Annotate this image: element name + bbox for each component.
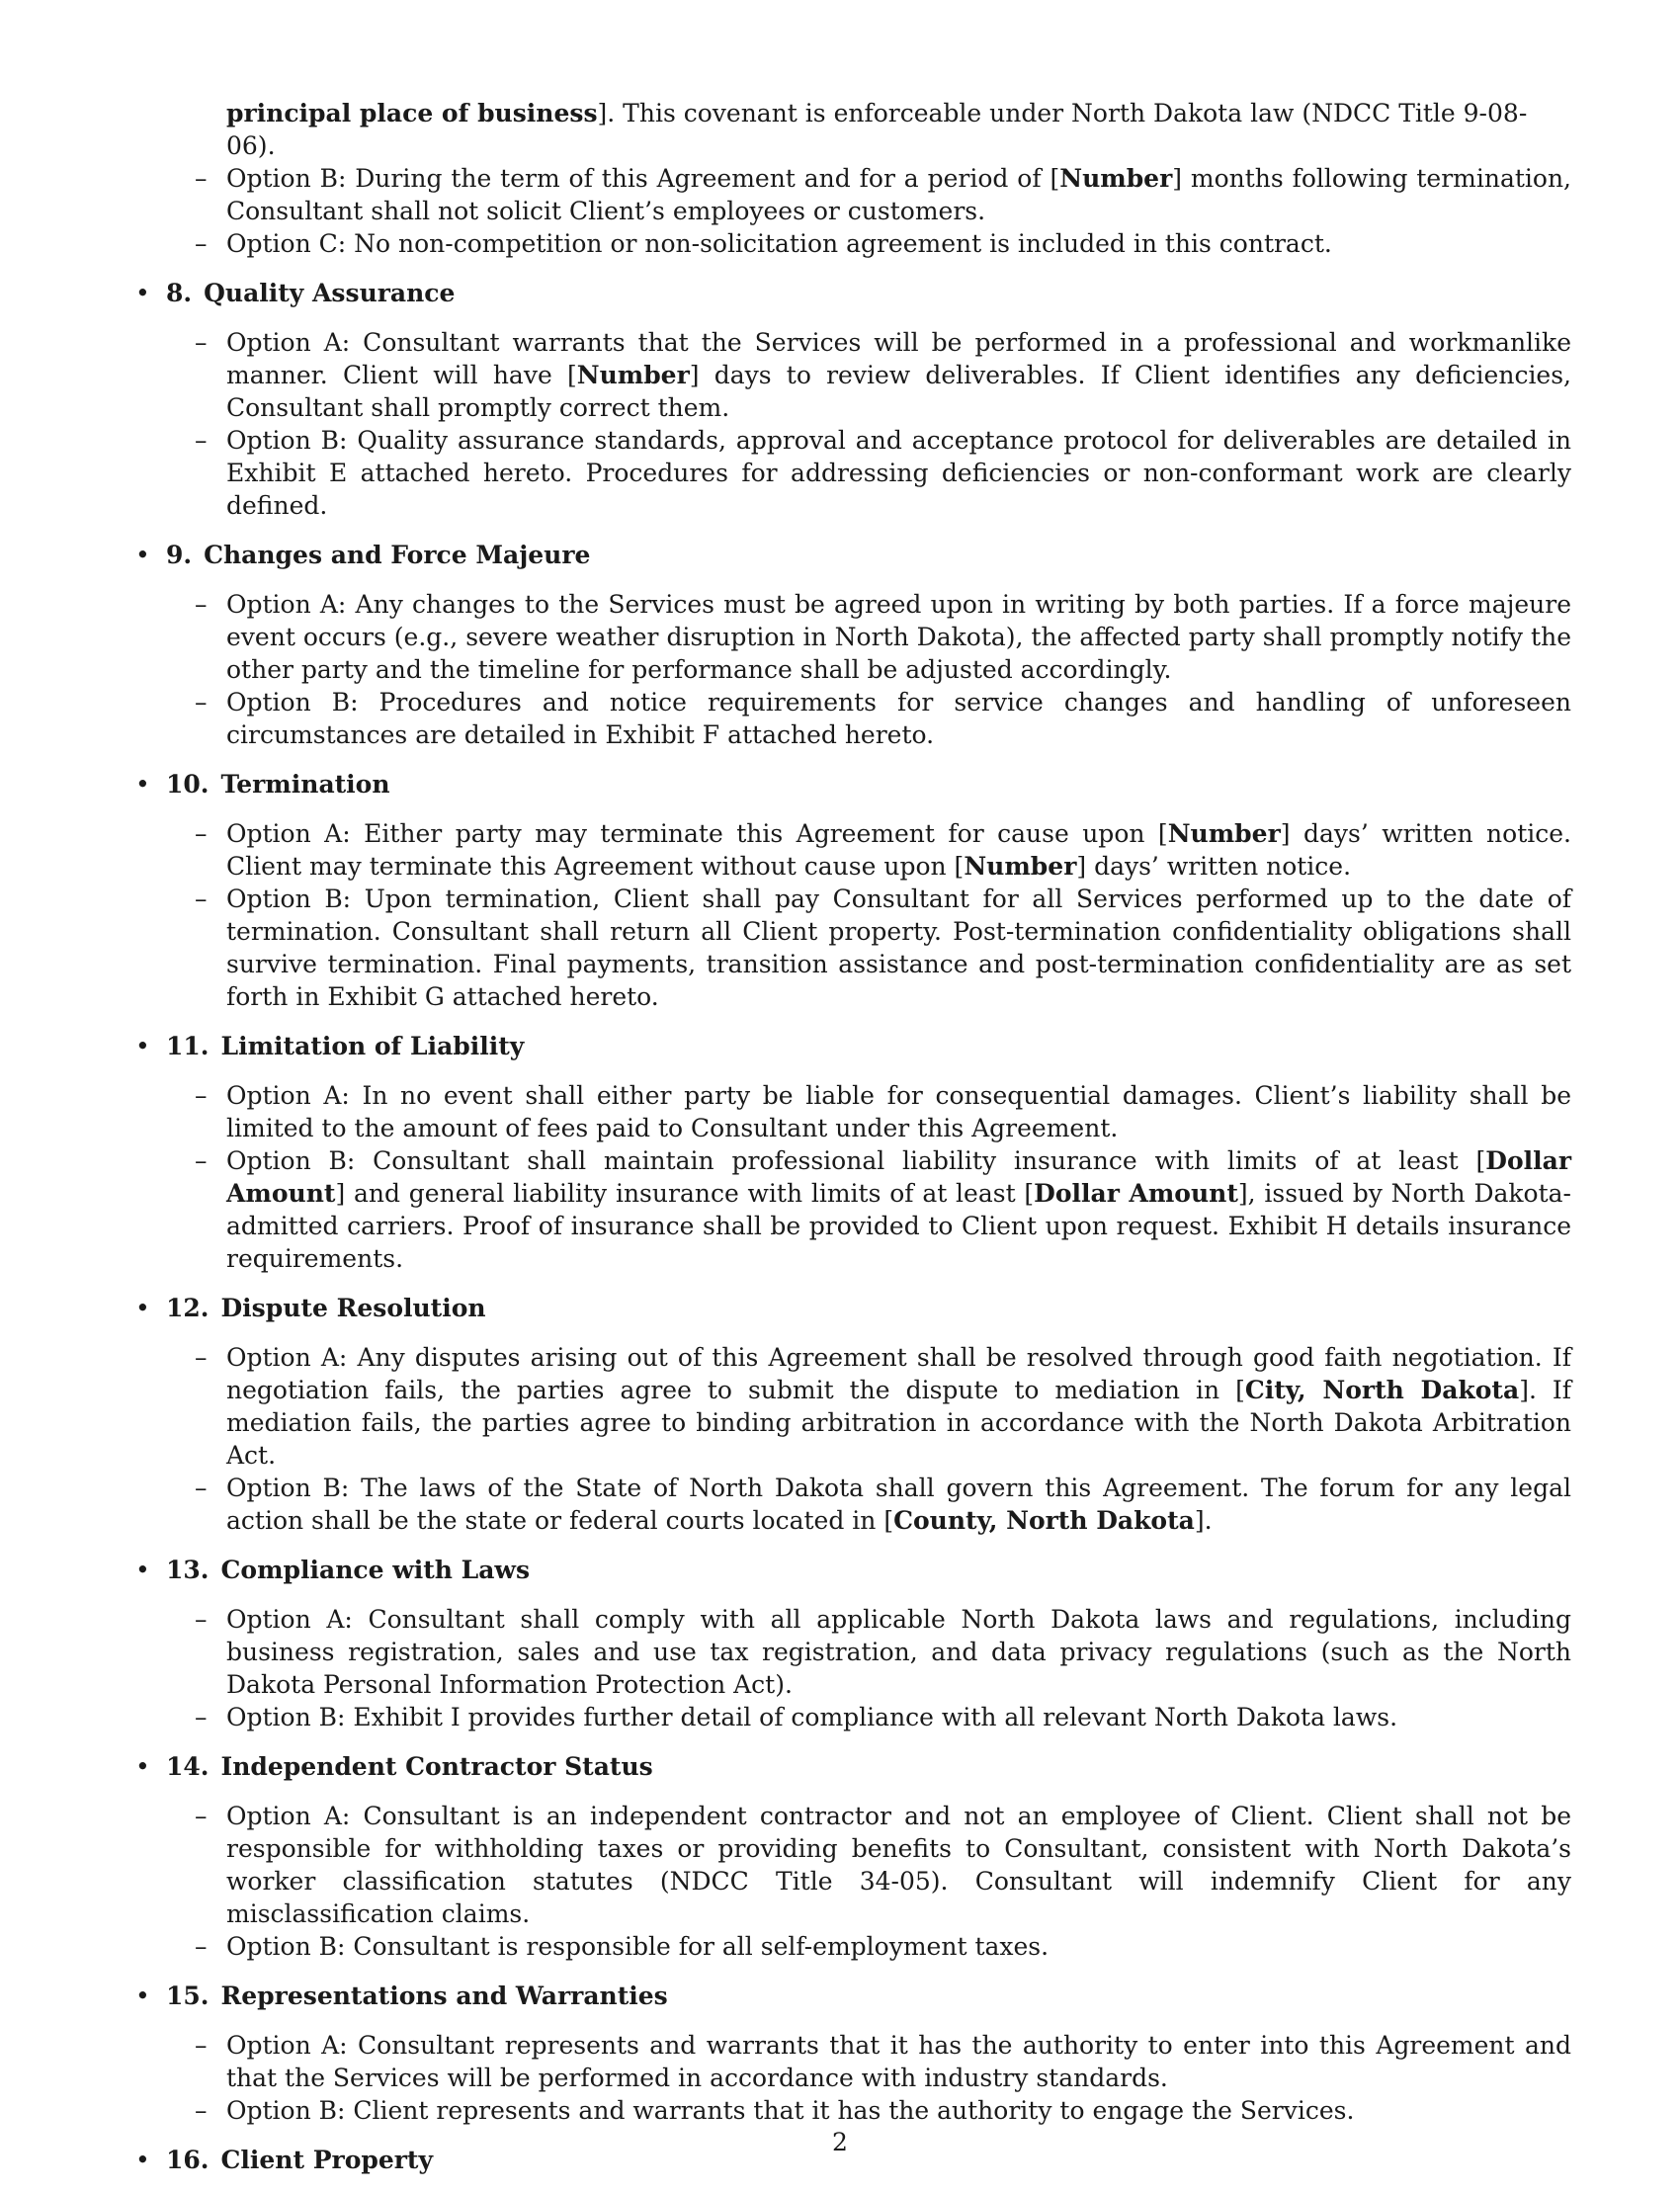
options-list — [133, 588, 1571, 751]
continued-bold-text: principal place of business — [226, 99, 598, 127]
section-number: 16. — [166, 2146, 210, 2174]
section — [133, 768, 1571, 1013]
option-item: – Option A: Any changes to the Services must be agreed upon in writing by both parties. If a force majeure event occurs (e.g., severe weather disruption in North Dakota), the affected party shall promptly notify the other party and the timeline for performance shall be adjusted accordingly. — [133, 588, 1571, 686]
section-heading — [133, 768, 1571, 801]
section-title: Limitation of Liability — [220, 1032, 525, 1060]
option-item: – Option B: During the term of this Agreement and for a period of [Number] months following termination, Consultant shall not solicit Client’s employees or customers. — [133, 162, 1571, 227]
section-number: 15. — [166, 1982, 210, 2010]
section — [133, 1030, 1571, 1275]
option-item: – Option B: Client represents and warrants that it has the authority to engage the Services. — [133, 2094, 1571, 2127]
section-title: Changes and Force Majeure — [204, 541, 591, 569]
continued-text: ]. This covenant is enforceable under North Dakota law (NDCC Title 9-08-06). — [226, 99, 1528, 160]
option-item: – Option A: Consultant shall comply with all applicable North Dakota laws and regulations, including business registration, sales and use tax registration, and data privacy regulations (such as the North Dakota Personal Information Protection Act). — [133, 1603, 1571, 1701]
section-heading — [133, 539, 1571, 571]
section-title: Representations and Warranties — [220, 1982, 668, 2010]
section-number: 13. — [166, 1556, 210, 1584]
sections-list — [133, 277, 1571, 2176]
options-list — [133, 1603, 1571, 1733]
option-item: – Option A: Either party may terminate this Agreement for cause upon [Number] days’ written notice. Client may terminate this Agreement without cause upon [Number] days’ written notice. — [133, 817, 1571, 883]
continued-paragraph — [226, 97, 1571, 162]
document-body — [133, 97, 1571, 2193]
option-item: – Option A: Consultant represents and warrants that it has the authority to enter into this Agreement and that the Services will be performed in accordance with industry standards. — [133, 2029, 1571, 2094]
section-heading — [133, 1750, 1571, 1783]
options-list — [133, 817, 1571, 1013]
section-heading — [133, 277, 1571, 309]
section-title: Client Property — [220, 2146, 434, 2174]
section-title: Independent Contractor Status — [220, 1752, 653, 1781]
section-number: 9. — [166, 541, 193, 569]
option-item: – Option A: Consultant is an independent contractor and not an employee of Client. Client shall not be responsible for withholding taxes or providing benefits to Consultant, consistent with North Dakota’s worker classification statutes (NDCC Title 34-05). Consultant will indemnify Client for any misclassification claims. — [133, 1800, 1571, 1930]
option-item: – Option A: In no event shall either party be liable for consequential damages. Client’s liability shall be limited to the amount of fees paid to Consultant under this Agreement. — [133, 1079, 1571, 1144]
option-item: – Option B: Upon termination, Client shall pay Consultant for all Services performed up to the date of termination. Consultant shall return all Client property. Post-termination confidentiality obligations shall survive termination. Final payments, transition assistance and post-termination confidentiality are as set forth in Exhibit G attached hereto. — [133, 883, 1571, 1013]
options-list — [133, 1341, 1571, 1537]
options-list — [133, 326, 1571, 522]
option-item: – Option C: No non-competition or non-solicitation agreement is included in this contract. — [133, 227, 1571, 260]
option-item: – Option B: Consultant shall maintain professional liability insurance with limits of at least [Dollar Amount] and general liability insurance with limits of at least [Dollar Amount], issued by North Dakota-admitted carriers. Proof of insurance shall be provided to Client upon request. Exhibit H details insurance requirements. — [133, 1144, 1571, 1275]
section — [133, 1980, 1571, 2127]
section-heading — [133, 1554, 1571, 1586]
section — [133, 1750, 1571, 1963]
section-title: Quality Assurance — [204, 279, 456, 307]
section-title: Compliance with Laws — [220, 1556, 531, 1584]
page-number: 2 — [832, 2128, 848, 2156]
section-heading — [133, 1292, 1571, 1324]
section-number: 8. — [166, 279, 193, 307]
option-item: – Option B: Procedures and notice requirements for service changes and handling of unforeseen circumstances are detailed in Exhibit F attached hereto. — [133, 686, 1571, 751]
option-item: – Option B: Exhibit I provides further detail of compliance with all relevant North Dakota laws. — [133, 1701, 1571, 1733]
section-title: Dispute Resolution — [220, 1294, 486, 1322]
section-number: 12. — [166, 1294, 210, 1322]
section-number: 11. — [166, 1032, 210, 1060]
section-title: Termination — [220, 770, 390, 799]
section-heading — [133, 1030, 1571, 1062]
section-number: 10. — [166, 770, 210, 799]
section — [133, 1554, 1571, 1733]
section — [133, 539, 1571, 751]
option-item: – Option A: Consultant warrants that the Services will be performed in a professional and workmanlike manner. Client will have [Number] days to review deliverables. If Client identifies any deficiencies, Consultant shall promptly correct them. — [133, 326, 1571, 424]
option-item: – Option B: Quality assurance standards, approval and acceptance protocol for deliverables are detailed in Exhibit E attached hereto. Procedures for addressing deficiencies or non-conformant work are clearly defined. — [133, 424, 1571, 522]
option-item: – Option A: Any disputes arising out of this Agreement shall be resolved through good faith negotiation. If negotiation fails, the parties agree to submit the dispute to mediation in [City, North Dakota]. If mediation fails, the parties agree to binding arbitration in accordance with the North Dakota Arbitration Act. — [133, 1341, 1571, 1472]
section — [133, 277, 1571, 522]
continued-options-list — [133, 162, 1571, 260]
options-list — [133, 1800, 1571, 1963]
section-heading — [133, 1980, 1571, 2012]
option-item: – Option B: The laws of the State of North Dakota shall govern this Agreement. The forum for any legal action shall be the state or federal courts located in [County, North Dakota]. — [133, 1472, 1571, 1537]
option-item: – Option B: Consultant is responsible for all self-employment taxes. — [133, 1930, 1571, 1963]
options-list — [133, 1079, 1571, 1275]
section — [133, 1292, 1571, 1537]
options-list — [133, 2029, 1571, 2127]
section-number: 14. — [166, 1752, 210, 1781]
